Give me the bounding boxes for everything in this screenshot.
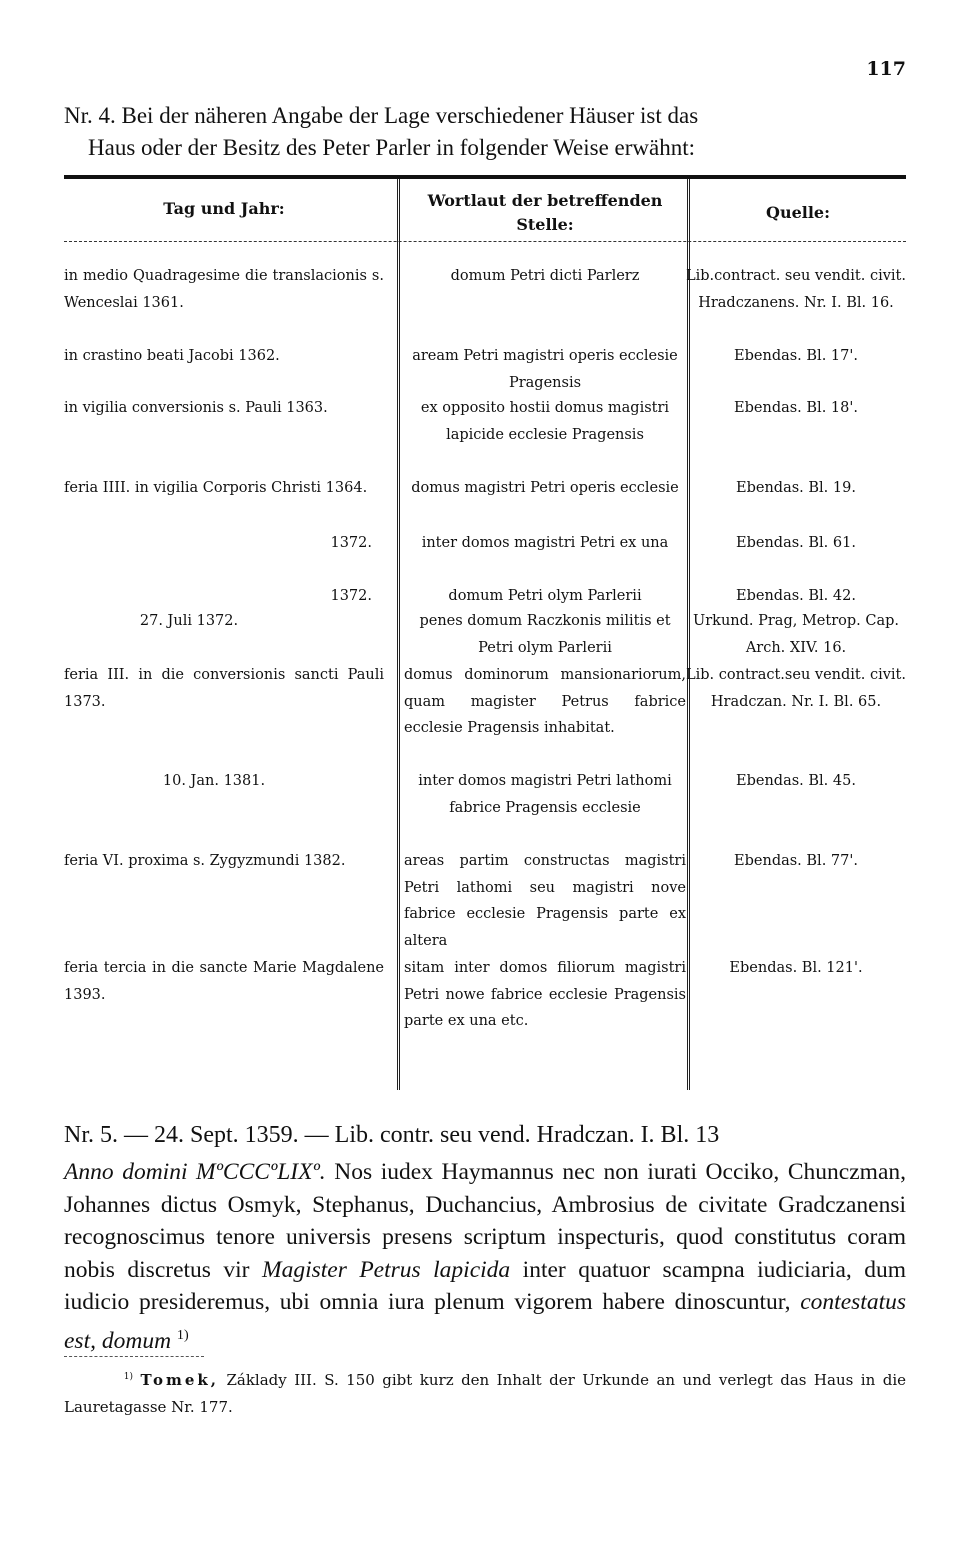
table-cell-source: Ebendas. Bl. 45. bbox=[736, 773, 856, 789]
column-header-date: Tag und Jahr: bbox=[163, 199, 285, 218]
column-divider bbox=[397, 179, 400, 1090]
table-cell-text: sitam inter domos filiorum magistri Petri nowe fabrice ecclesie Pragensis parte ex una etc. bbox=[404, 960, 686, 1029]
table-cell-date: in vigilia conversionis s. Pauli 1363. bbox=[64, 400, 328, 416]
house-mentions-table bbox=[64, 175, 906, 1090]
table-cell-text: inter domos magistri Petri lathomi fabrice Pragensis ecclesie bbox=[418, 773, 672, 816]
heading-line-2: Haus oder der Besitz des Peter Parler in folgender Weise erwähnt: bbox=[88, 135, 696, 160]
heading-line-1: Nr. 4. Bei der näheren Angabe der Lage verschiedener Häuser ist das bbox=[64, 103, 699, 128]
table-cell-text: domus magistri Petri operis ecclesie bbox=[411, 480, 679, 496]
table-cell-date: 27. Juli 1372. bbox=[139, 613, 239, 629]
table-cell-date: 1372. bbox=[330, 588, 372, 604]
table-cell-text: domum Petri olym Parlerii bbox=[448, 588, 642, 604]
table-cell-source: Ebendas. Bl. 17'. bbox=[734, 348, 858, 364]
footnote-text: Základy III. S. 150 gibt kurz den Inhalt der Urkunde an und verlegt das Haus in die Lauretagasse Nr. 177. bbox=[64, 1371, 906, 1416]
contestatus-phrase: contestatus est, domum bbox=[64, 1289, 906, 1354]
document-body bbox=[64, 1156, 906, 1357]
table-cell-source: Ebendas. Bl. 77'. bbox=[734, 853, 858, 869]
table-header-rule bbox=[64, 241, 906, 242]
anno-domini: Anno domini MºCCCºLIXº. bbox=[64, 1159, 326, 1185]
table-cell-date: 10. Jan. 1381. bbox=[162, 773, 266, 789]
table-cell-date: feria tercia in die sancte Marie Magdalene 1393. bbox=[64, 960, 384, 1003]
table-top-rule bbox=[64, 175, 906, 179]
table-cell-source: Urkund. Prag, Metrop. Cap. Arch. XIV. 16. bbox=[693, 613, 899, 656]
table-cell-text: aream Petri magistri operis ecclesie Pragensis bbox=[412, 348, 678, 391]
table-cell-date: in medio Quadragesime die translacionis s. Wenceslai 1361. bbox=[64, 268, 384, 311]
page-number: 117 bbox=[866, 58, 906, 80]
table-cell-source: Ebendas. Bl. 19. bbox=[736, 480, 856, 496]
table-cell-date: 1372. bbox=[330, 535, 372, 551]
footnote-mark: 1) bbox=[123, 1372, 134, 1382]
table-cell-text: penes domum Raczkonis militis et Petri olym Parlerii bbox=[419, 613, 671, 656]
body-text-2: inter quatuor scampna iudiciaria, dum iudicio presideremus, ubi omnia iura plenum vigorem habere dinoscuntur, bbox=[64, 1256, 907, 1315]
table-cell-text: areas partim constructas magistri Petri lathomi seu magistri nove fabrice ecclesie Pragensis parte ex altera bbox=[404, 853, 686, 949]
footnote-separator bbox=[64, 1356, 204, 1357]
body-text-1: Nos iudex Haymannus nec non iurati Occiko, Chunczman, Johannes dictus Osmyk, Stephanus, Duchancius, Ambrosius de civitate Gradczanensi recognoscimus tenore universis presens scriptum inspecturis, quod constitutus coram nobis discretus vir bbox=[64, 1159, 906, 1283]
document-header: Nr. 5. — 24. Sept. 1359. — Lib. contr. seu vend. Hradczan. I. Bl. 13 bbox=[64, 1122, 720, 1148]
table-cell-source: Ebendas. Bl. 18'. bbox=[734, 400, 858, 416]
column-header-source: Quelle: bbox=[766, 203, 830, 222]
table-cell-date: in crastino beati Jacobi 1362. bbox=[64, 348, 280, 364]
footnote bbox=[64, 1364, 906, 1421]
table-cell-text: inter domos magistri Petri ex una bbox=[421, 535, 669, 551]
footnote-author: Tomek, bbox=[140, 1371, 219, 1389]
table-cell-source: Lib.contract. seu vendit. civit. Hradczanens. Nr. I. Bl. 16. bbox=[686, 268, 906, 311]
table-cell-text: domum Petri dicti Parlerz bbox=[450, 268, 640, 284]
table-cell-text: domus dominorum mansionariorum, quam magister Petrus fabrice ecclesie Pragensis inhabitat. bbox=[404, 667, 686, 736]
table-cell-date: feria IIII. in vigilia Corporis Christi 1364. bbox=[64, 480, 368, 496]
table-cell-date: feria VI. proxima s. Zygyzmundi 1382. bbox=[64, 853, 346, 869]
table-cell-source: Ebendas. Bl. 121'. bbox=[729, 960, 863, 976]
magister-phrase: Magister Petrus lapicida bbox=[262, 1256, 511, 1283]
table-cell-source: Ebendas. Bl. 61. bbox=[736, 535, 856, 551]
footnote-reference: 1) bbox=[176, 1326, 189, 1343]
table-cell-source: Ebendas. Bl. 42. bbox=[736, 588, 856, 604]
table-cell-date: feria III. in die conversionis sancti Pauli 1373. bbox=[64, 667, 384, 710]
column-header-text: Wortlaut der betreffenden Stelle: bbox=[427, 191, 663, 234]
table-cell-text: ex opposito hostii domus magistri lapicide ecclesie Pragensis bbox=[420, 400, 670, 443]
section-heading bbox=[64, 100, 910, 164]
table-cell-source: Lib. contract.seu vendit. civit. Hradczan. Nr. I. Bl. 65. bbox=[686, 667, 906, 710]
